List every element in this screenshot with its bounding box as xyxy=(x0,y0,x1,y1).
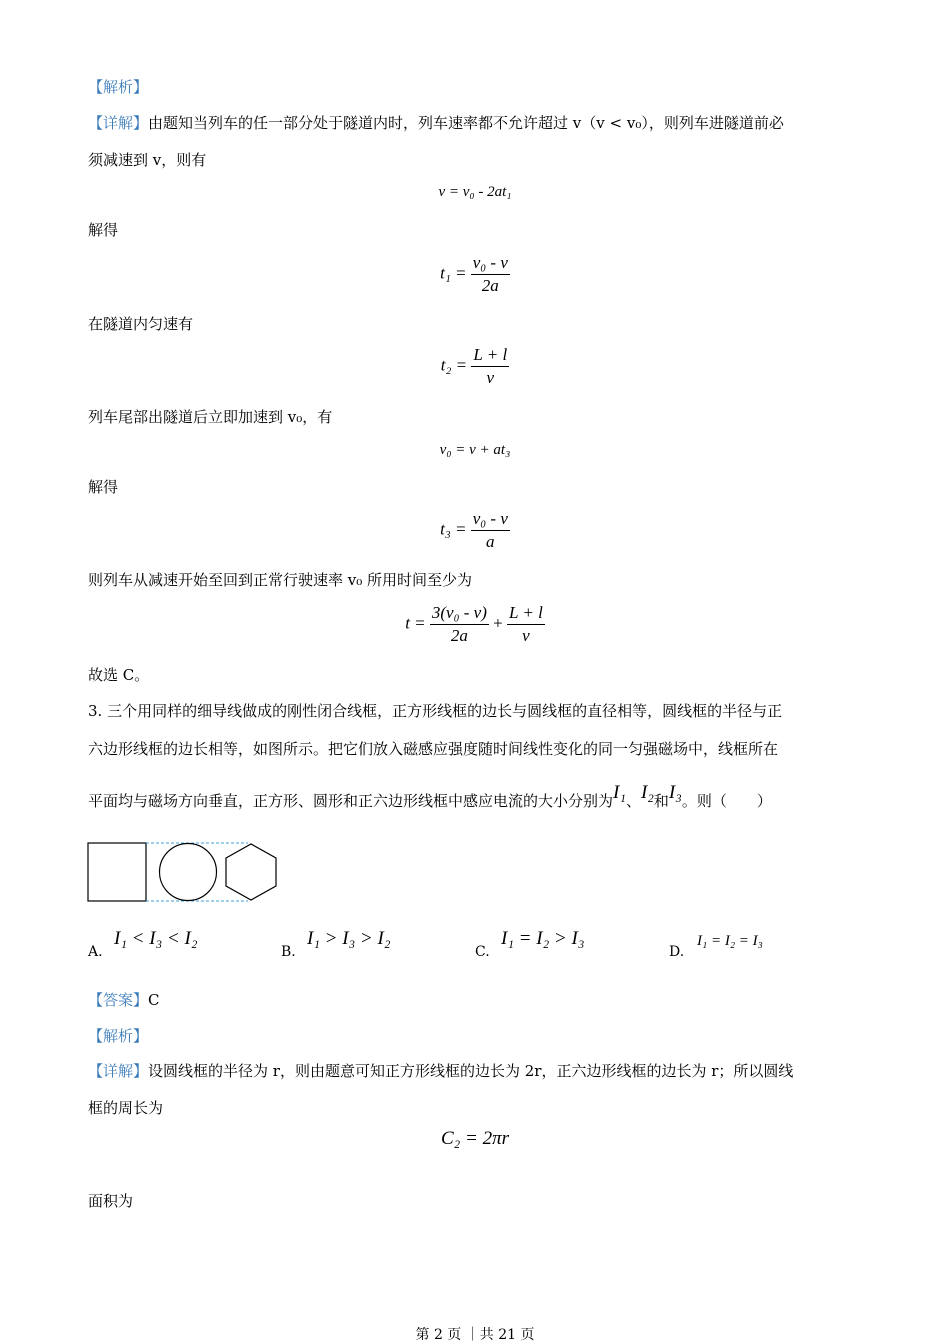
equation-t1 xyxy=(0,252,950,297)
tail-text: 列车尾部出隧道后立即加速到 v₀，有 xyxy=(88,408,333,426)
option-a-label: A. xyxy=(88,944,103,960)
q3-and: 和 xyxy=(653,792,669,810)
t-numerator-a: 3(v₀ - v) xyxy=(430,602,489,625)
t1-numerator: v₀ - v xyxy=(471,252,510,275)
q3-current-2: I₂ xyxy=(640,782,654,803)
choose-text: 故选 C。 xyxy=(88,666,150,684)
option-c-label: C. xyxy=(475,944,490,960)
detail-text-1-line2: 须减速到 v，则有 xyxy=(88,151,207,169)
square-frame xyxy=(88,843,146,901)
question-3-line2: 六边形线框的边长相等，如图所示。把它们放入磁感应强度随时间线性变化的同一匀强磁场中，线框所在 xyxy=(88,740,779,758)
option-d-expression: I₁ = I₂ = I₃ xyxy=(697,933,763,949)
t-fraction-a xyxy=(430,602,489,647)
equation-t2 xyxy=(0,344,950,389)
detail-text-1: 由题知当列车的任一部分处于隧道内时，列车速率都不允许超过 v（v < v₀），则列车进隧道前必 xyxy=(148,114,784,132)
equation-3: v₀ = v + at₃ xyxy=(439,442,511,458)
option-b-label: B. xyxy=(281,944,296,960)
option-b-expression: I₁ > I₃ > I₂ xyxy=(307,928,391,949)
option-a-expression: I₁ < I₃ < I₂ xyxy=(114,928,198,949)
solve-label-1: 解得 xyxy=(88,221,119,239)
option-c-expression: I₁ = I₂ > I₃ xyxy=(501,928,585,949)
analysis-tag-2: 【解析】 xyxy=(88,1027,149,1045)
answer-tag: 【答案】 xyxy=(88,991,149,1009)
q3-end: 。则（ ） xyxy=(681,792,772,810)
detail-paragraph-2 xyxy=(88,1060,793,1081)
t-denominator-a: 2a xyxy=(450,626,468,645)
t1-lhs: t₁ = xyxy=(440,263,467,283)
q3-separator: 、 xyxy=(625,792,641,810)
t2-numerator: L + l xyxy=(471,344,509,367)
question-3-line3 xyxy=(88,782,772,812)
t3-lhs: t₃ = xyxy=(440,519,467,539)
detail-tag-2: 【详解】 xyxy=(88,1062,149,1080)
detail-tag: 【详解】 xyxy=(88,114,149,132)
tunnel-text: 在隧道内匀速有 xyxy=(88,315,194,333)
t-numerator-b: L + l xyxy=(507,602,545,625)
t3-fraction xyxy=(471,508,510,553)
question-3-line3-text: 平面均与磁场方向垂直，正方形、圆形和正六边形线框中感应电流的大小分别为 xyxy=(88,792,614,810)
t3-numerator: v₀ - v xyxy=(471,508,510,531)
t2-fraction xyxy=(471,344,509,389)
detail-text-2: 设圆线框的半径为 r，则由题意可知正方形线框的边长为 2r，正六边形线框的边长为 r；所以圆线 xyxy=(148,1062,794,1080)
three-frames-figure xyxy=(86,840,280,904)
t-plus: + xyxy=(493,613,503,633)
q3-current-1: I₁ xyxy=(613,782,626,803)
t-denominator-b: v xyxy=(522,626,530,645)
detail-paragraph-1 xyxy=(88,112,784,133)
equation-t3 xyxy=(0,508,950,553)
t1-denominator: 2a xyxy=(481,276,499,295)
t2-denominator: v xyxy=(486,368,495,387)
page-footer: 第 2 页 ｜共 21 页 xyxy=(415,1327,535,1343)
area-text: 面积为 xyxy=(88,1192,134,1210)
q3-current-3: I₃ xyxy=(668,782,682,803)
answer-line xyxy=(88,989,160,1010)
equation-total-t xyxy=(0,602,950,647)
t-lhs: t = xyxy=(405,613,426,633)
solve-label-2: 解得 xyxy=(88,478,119,496)
total-time-text: 则列车从减速开始至回到正常行驶速率 v₀ 所用时间至少为 xyxy=(88,571,473,589)
hexagon-frame xyxy=(226,844,276,900)
t2-lhs: t₂ = xyxy=(440,355,468,375)
question-3-line1: 3. 三个用同样的细导线做成的刚性闭合线框，正方形线框的边长与圆线框的直径相等，圆线框的半径与正 xyxy=(88,702,783,720)
detail-text-2-line2: 框的周长为 xyxy=(88,1099,164,1117)
option-d-label: D. xyxy=(669,944,685,960)
analysis-tag: 【解析】 xyxy=(88,78,149,96)
t3-denominator: a xyxy=(486,532,495,551)
t-fraction-b xyxy=(507,602,545,647)
answer-value: C xyxy=(148,991,160,1009)
circle-frame xyxy=(160,844,217,901)
t1-fraction xyxy=(471,252,510,297)
circumference-equation: C₂ = 2πr xyxy=(440,1128,509,1149)
equation-1: v = v₀ - 2at₁ xyxy=(438,184,512,200)
